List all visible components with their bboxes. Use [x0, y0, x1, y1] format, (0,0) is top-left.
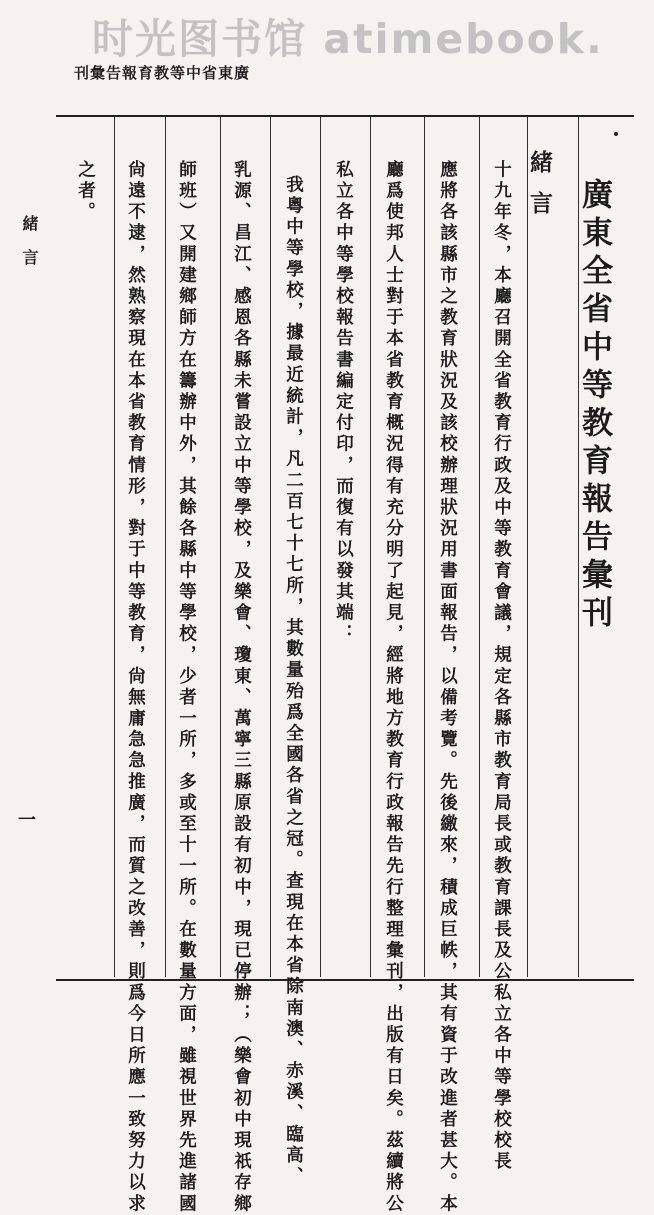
column-rule [165, 117, 166, 977]
column-rule [114, 117, 115, 977]
column-rule [220, 117, 221, 977]
text-line: 廳爲使邦人士對于本省教育概況得有充分明了起見，經將地方教育行政報告先行整理彙刊，出版有日矣。茲續將公 [383, 160, 404, 1215]
page-number: 一 [18, 810, 36, 831]
watermark: 时光图书馆 atimebook. [92, 15, 604, 63]
text-line: 私立各中等學校報告書編定付印，而復有以發其端： [333, 160, 354, 646]
text-line: 乳源、昌江、感恩各縣未嘗設立中等學校，及樂會、瓊東、萬寧三縣原設有初中，現已停辦；（樂會初中現祇存鄉 [231, 160, 252, 1215]
running-head: 刊彙告報育教等中省東廣 [74, 64, 251, 82]
side-label: 緒言 [20, 215, 39, 283]
column-rule [270, 117, 271, 977]
text-line: 之者。 [75, 160, 96, 224]
corner-dot [614, 132, 618, 136]
section-heading: 緒言 [526, 150, 553, 232]
document-title: 廣東全省中等教育報告彙刊 [576, 178, 612, 634]
column-rule [320, 117, 321, 977]
column-rule [479, 117, 480, 977]
text-line: 師班）又開建鄉師方在籌辦中外，其餘各縣中等學校，少者一所，多或至十一所。在數量方面，雖視世界先進諸國 [176, 160, 197, 1215]
text-line: 我粵中等學校，據最近統計，凡二百七十七所，其數量殆爲全國各省之冠。查現在本省除南澳、赤溪、臨高、 [283, 175, 304, 1188]
column-rule [424, 117, 425, 977]
text-line: 尙遠不逮，然熟察現在本省教育情形，對于中等教育，尙無庸急急推廣，而質之改善，則爲今日所應一致努力以求 [125, 160, 146, 1215]
column-rule [370, 117, 371, 977]
text-line: 十九年冬，本廳召開全省教育行政及中等教育會議，規定各縣市教育局長或教育課長及公私立各中等學校校長 [491, 160, 512, 1173]
column-rule [527, 117, 528, 977]
text-line: 應將各該縣市之教育狀況及該校辦理狀況用書面報告，以備考覽。先後繳來，積成巨帙，其有資于改進者甚大。本 [437, 160, 458, 1215]
